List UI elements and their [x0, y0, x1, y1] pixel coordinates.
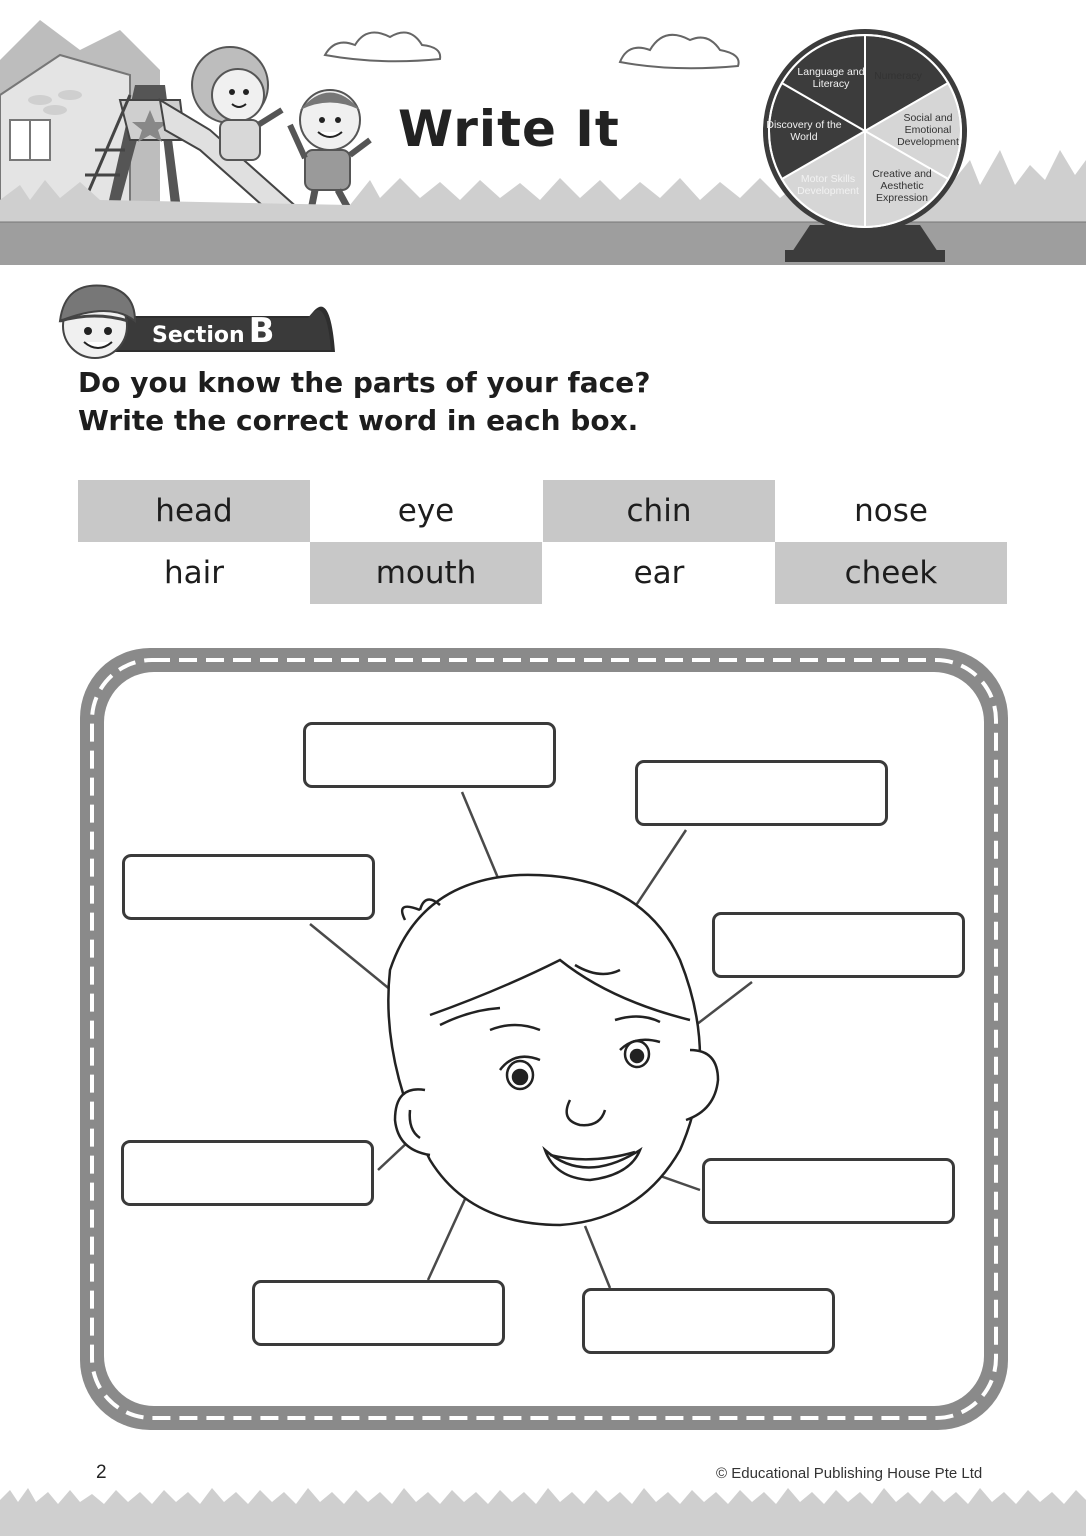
word-bank-item: hair	[163, 555, 224, 591]
section-label: Section	[152, 323, 245, 348]
answer-box[interactable]	[635, 760, 888, 826]
footer-grass	[0, 1480, 1086, 1536]
word-bank	[78, 480, 1008, 605]
word-bank-item: head	[78, 480, 310, 542]
wheel-segment-language-literacy: Language and Literacy	[797, 66, 865, 90]
word-bank-item: chin	[543, 480, 775, 542]
word-bank-item: cheek	[775, 542, 1007, 604]
answer-box[interactable]	[712, 912, 965, 978]
wheel-segment-discovery-world: Discovery of the World	[766, 119, 842, 143]
instruction-line-2: Write the correct word in each box.	[78, 404, 639, 437]
answer-box[interactable]	[702, 1158, 955, 1224]
answer-box[interactable]	[122, 854, 375, 920]
wheel-segment-motor-skills: Motor Skills Development	[797, 173, 859, 197]
answer-box[interactable]	[121, 1140, 374, 1206]
page-number: 2	[96, 1462, 107, 1483]
instruction-line-1: Do you know the parts of your face?	[78, 366, 651, 399]
word-bank-item: eye	[397, 493, 455, 529]
answer-box[interactable]	[303, 722, 556, 788]
wheel-segment-creative-aesthetic: Creative and Aesthetic Expression	[872, 168, 932, 204]
wheel-segment-numeracy: Numeracy	[874, 70, 922, 82]
section-letter: B	[248, 311, 275, 351]
copyright-notice: © Educational Publishing House Pte Ltd	[716, 1465, 983, 1482]
word-bank-item: mouth	[310, 542, 542, 604]
answer-box[interactable]	[252, 1280, 505, 1346]
section-title	[152, 310, 275, 357]
header-banner	[0, 0, 1086, 265]
page-title: Write It	[398, 100, 620, 158]
word-bank-item: nose	[854, 493, 928, 529]
word-bank-item: ear	[633, 555, 685, 591]
wheel-segment-social-emotional: Social and Emotional Development	[897, 112, 959, 148]
answer-box[interactable]	[582, 1288, 835, 1354]
